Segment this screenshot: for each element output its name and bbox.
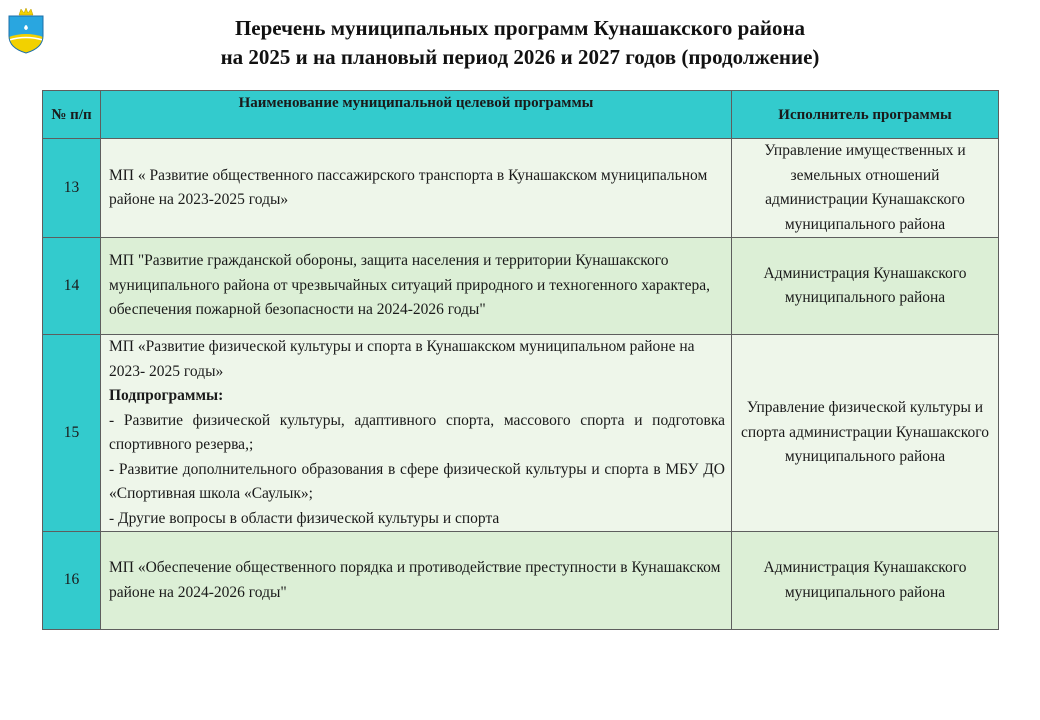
table-row [43, 139, 999, 238]
table-row [43, 238, 999, 335]
title-line-2: на 2025 и на плановый период 2026 и 2027 годов (продолжение) [220, 45, 820, 69]
program-executor: Администрация Кунашакского муниципального района [732, 532, 999, 630]
row-number: 13 [43, 139, 101, 238]
page-title [90, 14, 950, 72]
programs-table [42, 90, 999, 630]
table-row [43, 335, 999, 532]
program-name: МП « Развитие общественного пассажирского транспорта в Кунашакском муниципальном районе на 2023-2025 годы» [101, 139, 732, 238]
program-name-with-subprograms [101, 335, 732, 532]
table-row [43, 532, 999, 630]
row-number: 16 [43, 532, 101, 630]
program-name: МП «Обеспечение общественного порядка и противодействие преступности в Кунашакском районе на 2024-2026 годы" [101, 532, 732, 630]
subprograms-heading: Подпрограммы: [109, 387, 224, 404]
subprogram-item: - Другие вопросы в области физической культуры и спорта [109, 509, 500, 527]
subprogram-item: - Развитие физической культуры, адаптивного спорта, массового спорта и подготовка спортивного резерва,; [109, 411, 725, 453]
header-num: № п/п [43, 91, 101, 139]
header-exec: Исполнитель программы [732, 91, 999, 139]
program-executor: Администрация Кунашакского муниципального района [732, 238, 999, 335]
subprogram-item: - Развитие дополнительного образования в сфере физической культуры и спорта в МБУ ДО «Спортивная школа «Саулык»; [109, 460, 725, 502]
table-header-row [43, 91, 999, 139]
title-line-1: Перечень муниципальных программ Кунашакского района [234, 16, 806, 40]
row-number: 14 [43, 238, 101, 335]
program-name: МП "Развитие гражданской обороны, защита населения и территории Кунашакского муниципального района от чрезвычайных ситуаций природного и техногенного характера, обеспечения пожарной безопасности на 2024-2026 годы" [101, 238, 732, 335]
program-name: МП «Развитие физической культуры и спорта в Кунашакском муниципальном районе на 2023- 2025 годы» [109, 338, 695, 380]
program-executor: Управление имущественных и земельных отношений администрации Кунашакского муниципального района [732, 139, 999, 238]
program-executor: Управление физической культуры и спорта администрации Кунашакского муниципального района [732, 335, 999, 532]
district-emblem-icon [6, 8, 46, 54]
row-number: 15 [43, 335, 101, 532]
header-name: Наименование муниципальной целевой программы [101, 91, 732, 139]
